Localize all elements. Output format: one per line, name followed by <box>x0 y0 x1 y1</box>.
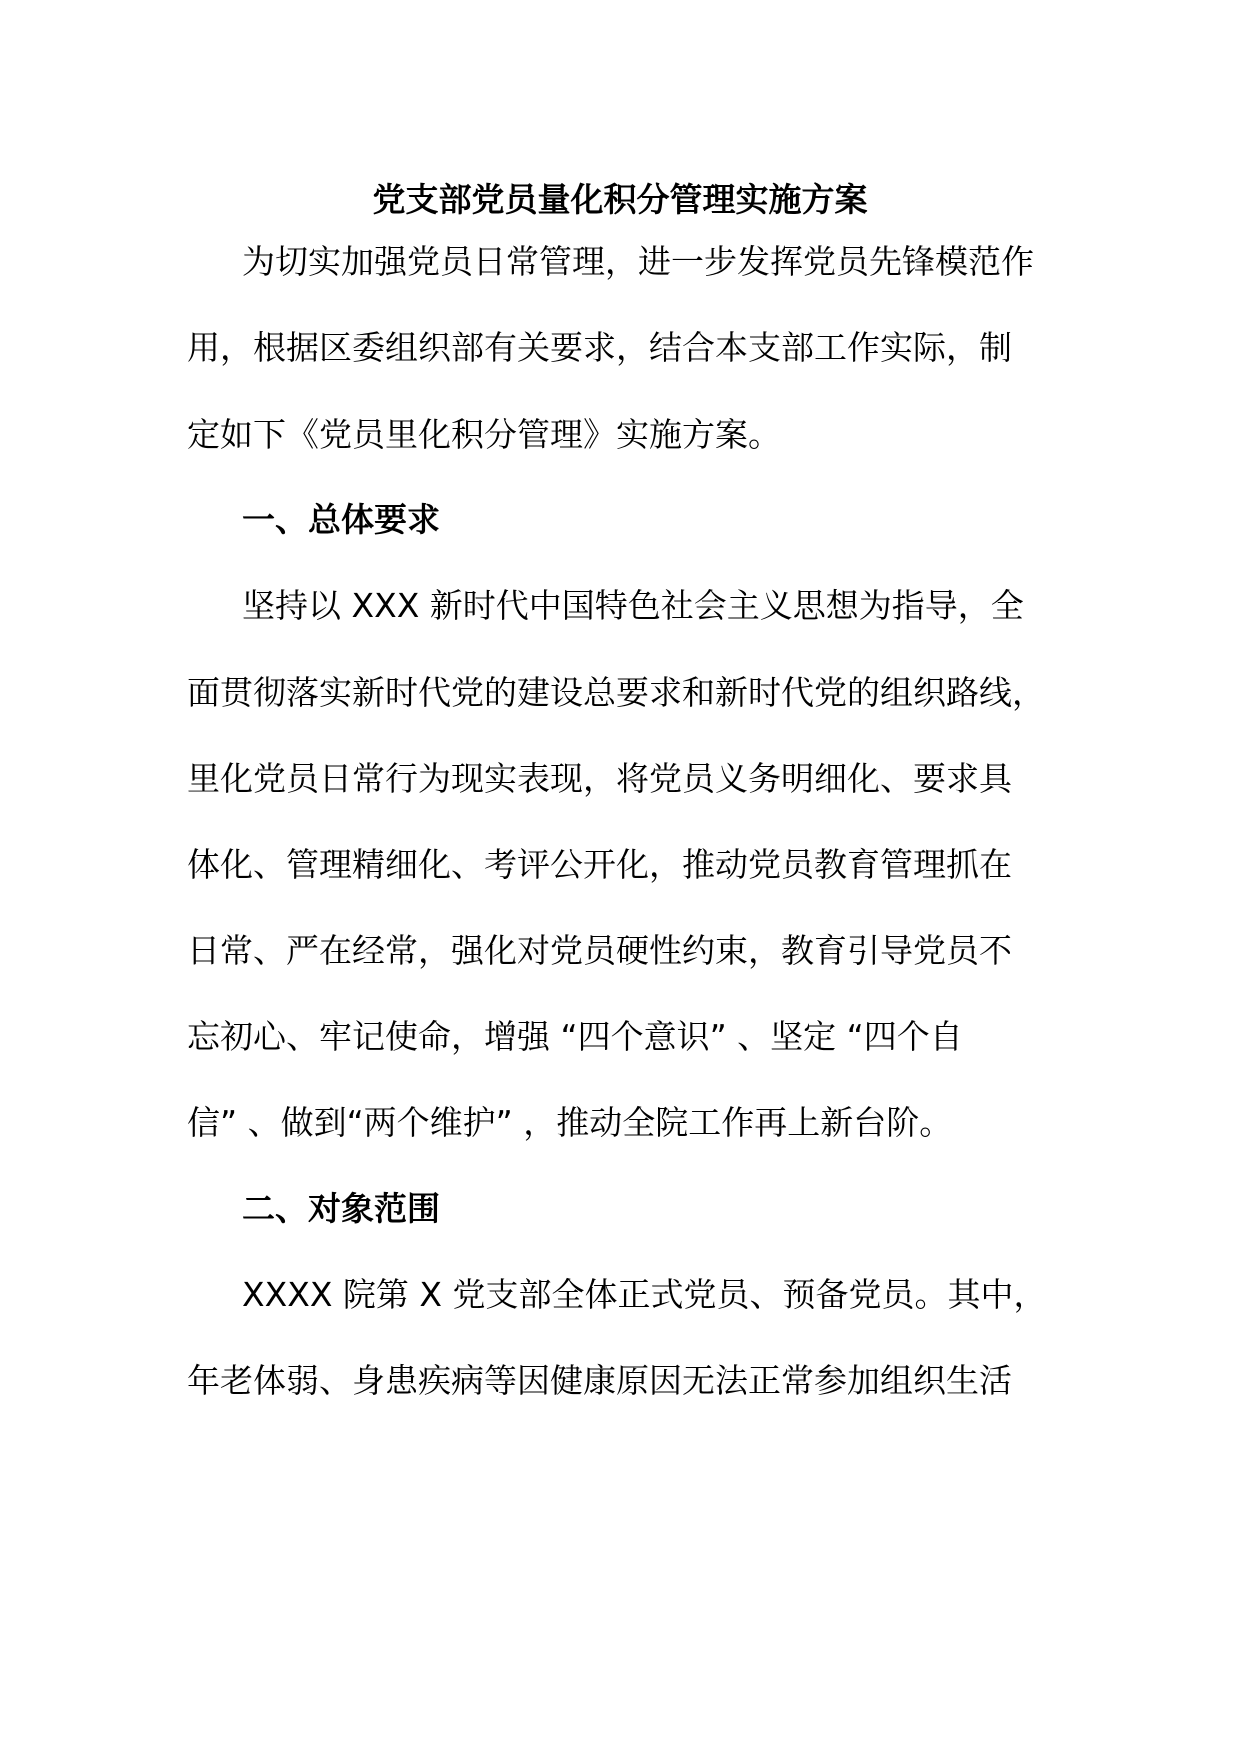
section1-line-4: 体化、管理精细化、考评公开化，推动党员教育管理抓在 <box>187 845 1012 884</box>
document-title: 党支部党员量化积分管理实施方案 <box>372 180 868 219</box>
section1-line-7: 信” 、做到“两个维护” ，推动全院工作再上新台阶。 <box>187 1103 953 1142</box>
intro-line-2: 用，根据区委组织部有关要求，结合本支部工作实际，制 <box>187 328 1012 367</box>
section1-line-5: 日常、严在经常，强化对党员硬性约束，教育引导党员不 <box>187 931 1012 970</box>
intro-line-3: 定如下《党员里化积分管理》实施方案。 <box>187 415 781 454</box>
section2-line-1: XXXX 院第 X 党支部全体正式党员、预备党员。其中， <box>242 1275 1047 1314</box>
section1-line-2: 面贯彻落实新时代党的建设总要求和新时代党的组织路线， <box>187 673 1045 712</box>
section2-line-2: 年老体弱、身患疾病等因健康原因无法正常参加组织生活 <box>187 1361 1012 1400</box>
section1-line-1: 坚持以 XXX 新时代中国特色社会主义思想为指导，全 <box>242 586 1024 625</box>
section1-line-3: 里化党员日常行为现实表现，将党员义务明细化、要求具 <box>187 759 1012 798</box>
section1-line-6: 忘初心、牢记使命，增强 “四个意识” 、坚定 “四个自 <box>187 1017 963 1056</box>
intro-line-1: 为切实加强党员日常管理，进一步发挥党员先锋模范作 <box>242 242 1034 281</box>
section-heading-1: 一、总体要求 <box>242 500 440 539</box>
section-heading-2: 二、对象范围 <box>242 1189 440 1228</box>
